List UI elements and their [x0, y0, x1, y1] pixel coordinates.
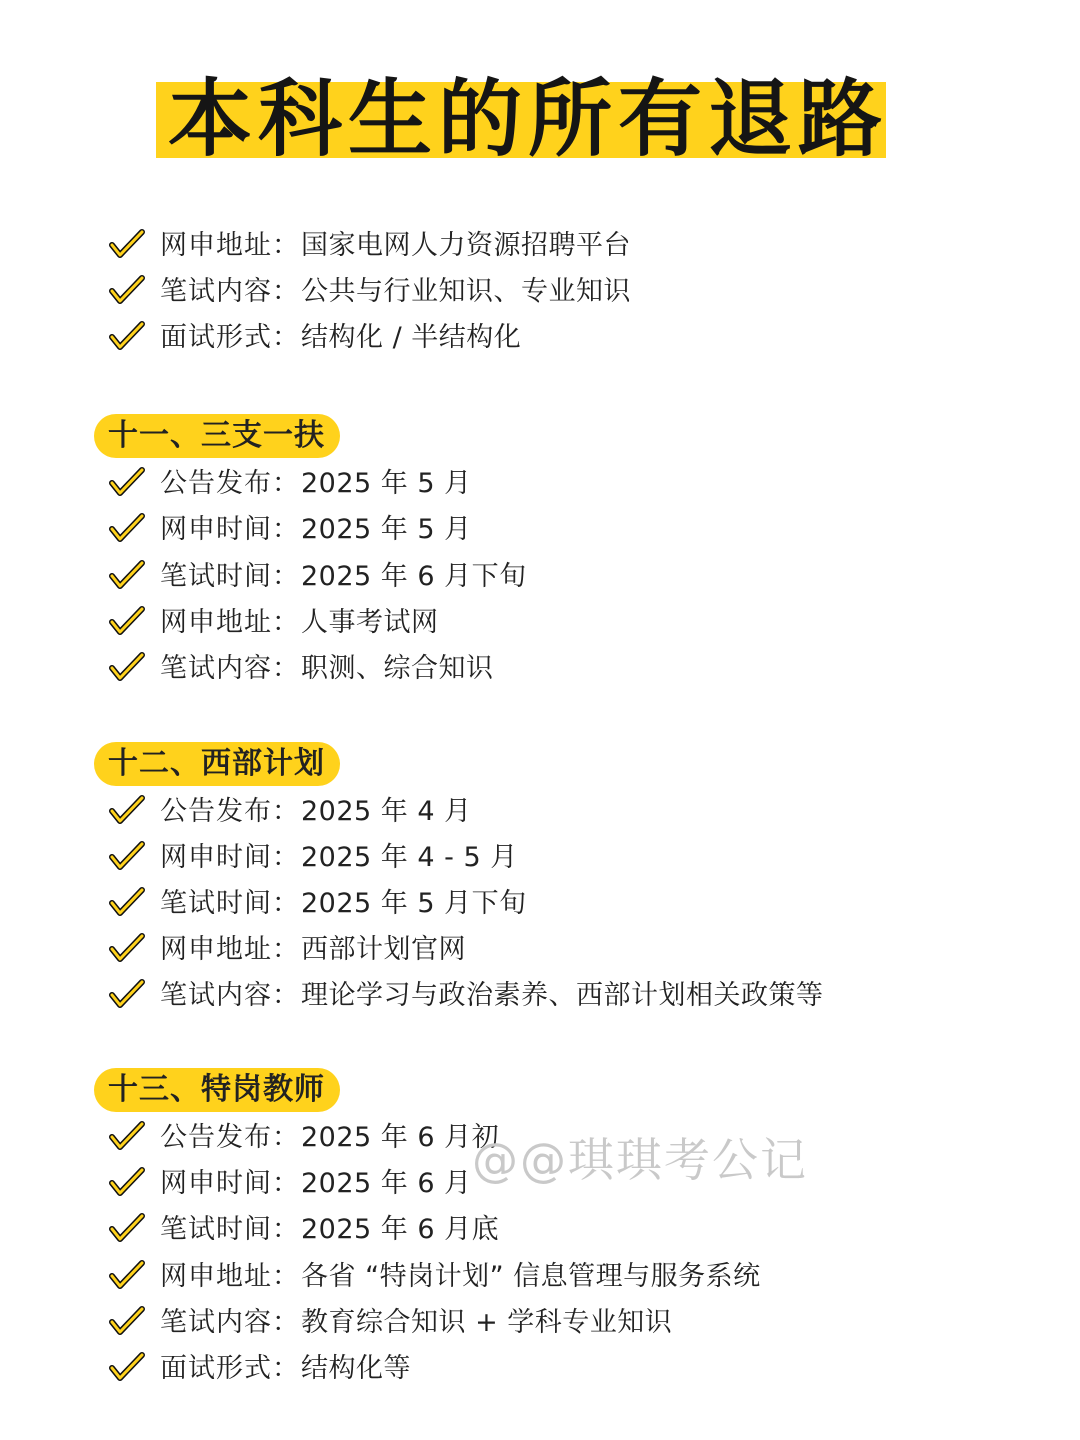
check-mark-icon [108, 976, 152, 1016]
item-text: 笔试内容：职测、综合知识 [160, 653, 494, 684]
list-item [108, 838, 518, 878]
check-mark-icon [108, 884, 152, 924]
section-title: 十一、三支一扶 [108, 418, 325, 453]
check-mark-icon [108, 1164, 152, 1204]
watermark: @@琪琪考公记 [472, 1133, 808, 1187]
item-text: 网申地址：各省 “特岗计划” 信息管理与服务系统 [160, 1261, 761, 1292]
section-heading [94, 414, 325, 458]
check-mark-icon [108, 838, 152, 878]
item-text: 公告发布：2025 年 5 月 [160, 468, 472, 499]
section-title: 十二、西部计划 [108, 746, 325, 781]
list-item [108, 1210, 499, 1250]
list-item [108, 649, 494, 689]
list-item [108, 1164, 472, 1204]
check-mark-icon [108, 226, 152, 266]
item-text: 面试形式：结构化等 [160, 1353, 411, 1384]
list-item [108, 226, 631, 266]
list-item [108, 272, 631, 312]
check-mark-icon [108, 1257, 152, 1297]
item-text: 网申地址：人事考试网 [160, 607, 439, 638]
check-mark-icon [108, 603, 152, 643]
check-mark-icon [108, 930, 152, 970]
section-title: 十三、特岗教师 [108, 1072, 325, 1107]
item-text: 面试形式：结构化 / 半结构化 [160, 322, 522, 353]
check-mark-icon [108, 1303, 152, 1343]
item-text: 网申地址：西部计划官网 [160, 934, 466, 965]
item-text: 公告发布：2025 年 4 月 [160, 796, 472, 827]
item-text: 网申时间：2025 年 5 月 [160, 514, 472, 545]
section-heading [94, 1068, 325, 1112]
list-item [108, 976, 824, 1016]
list-item [108, 1118, 499, 1158]
list-item [108, 1349, 411, 1389]
list-item [108, 464, 472, 504]
item-text: 笔试时间：2025 年 6 月下旬 [160, 561, 527, 592]
item-text: 笔试内容：公共与行业知识、专业知识 [160, 276, 631, 307]
check-mark-icon [108, 1349, 152, 1389]
list-item [108, 884, 527, 924]
list-item [108, 930, 466, 970]
item-text: 笔试时间：2025 年 6 月底 [160, 1214, 500, 1245]
list-item [108, 557, 527, 597]
check-mark-icon [108, 464, 152, 504]
check-mark-icon [108, 318, 152, 358]
list-item [108, 1303, 672, 1343]
check-mark-icon [108, 792, 152, 832]
check-mark-icon [108, 1118, 152, 1158]
item-text: 笔试内容：教育综合知识 + 学科专业知识 [160, 1307, 673, 1338]
list-item [108, 603, 439, 643]
item-text: 公告发布：2025 年 6 月初 [160, 1122, 500, 1153]
item-text: 网申地址：国家电网人力资源招聘平台 [160, 230, 631, 261]
check-mark-icon [108, 1210, 152, 1250]
check-mark-icon [108, 557, 152, 597]
list-item [108, 792, 472, 832]
list-item [108, 1257, 761, 1297]
check-mark-icon [108, 510, 152, 550]
item-text: 笔试时间：2025 年 5 月下旬 [160, 888, 527, 919]
page-title: 本科生的所有退路 [168, 70, 889, 168]
list-item [108, 318, 521, 358]
item-text: 网申时间：2025 年 4 - 5 月 [160, 842, 518, 873]
check-mark-icon [108, 649, 152, 689]
section-heading [94, 742, 325, 786]
item-text: 笔试内容：理论学习与政治素养、西部计划相关政策等 [160, 980, 824, 1011]
item-text: 网申时间：2025 年 6 月 [160, 1168, 472, 1199]
list-item [108, 510, 472, 550]
check-mark-icon [108, 272, 152, 312]
